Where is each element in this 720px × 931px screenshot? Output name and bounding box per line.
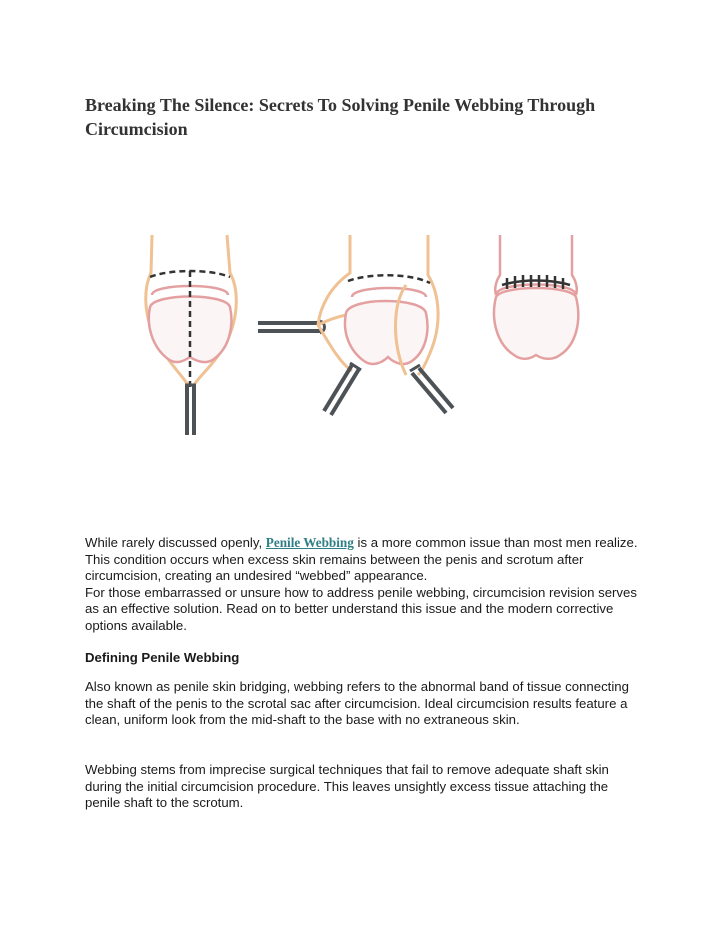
penile-webbing-link[interactable]: Penile Webbing (265, 535, 354, 550)
definition-paragraph: Also known as penile skin bridging, webbing refers to the abnormal band of tissue connecting the shaft of the penis to the scrotal sac after circumcision. Ideal circumcision results feature a clean, uniform look from the mid-shaft to the base with no extraneous skin. (85, 679, 629, 727)
page-title: Breaking The Silence: Secrets To Solving Penile Webbing Through Circumcision (85, 95, 596, 139)
intro-paragraph: While rarely discussed openly, Penile Webbing is a more common issue than most men realize. This condition occurs when excess skin remains between the penis and scrotum after circumcision, creating an undesired “webbed” appearance. For those embarrassed or unsure how to address penile webbing, circumcision revision serves as an effective solution. Read on to better understand this issue and the modern corrective options available. (85, 535, 638, 633)
panel-retraction (258, 235, 453, 415)
section-heading: Defining Penile Webbing (85, 650, 240, 665)
surgical-illustration (130, 225, 590, 445)
cause-paragraph: Webbing stems from imprecise surgical techniques that fail to remove adequate shaft skin during the initial circumcision procedure. This leaves unsightly excess tissue attaching the penile shaft to the scrotum. (85, 762, 609, 810)
panel-sutured-result (494, 235, 578, 359)
panel-marked-incision (146, 235, 236, 435)
